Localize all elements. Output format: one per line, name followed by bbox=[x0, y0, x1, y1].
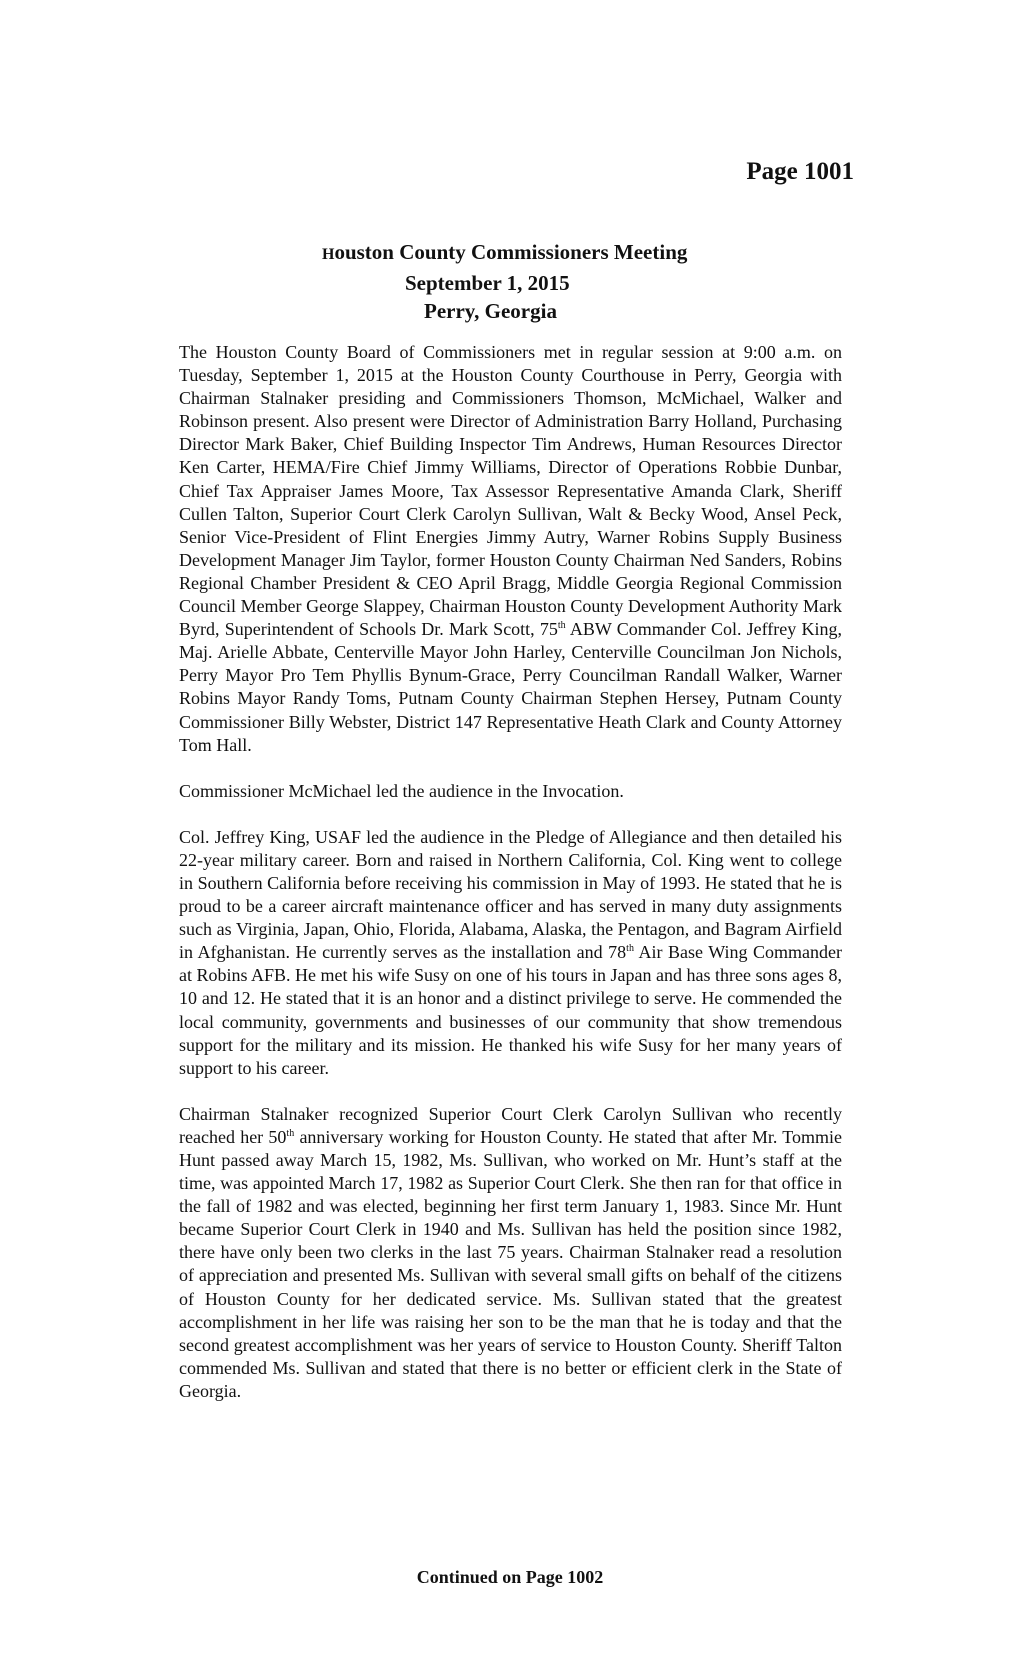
meeting-title-initial: H bbox=[322, 246, 335, 263]
continued-note: Continued on Page 1002 bbox=[416, 1567, 604, 1587]
meeting-title bbox=[0, 238, 1020, 269]
meeting-location: Perry, Georgia bbox=[424, 299, 557, 323]
meeting-date: September 1, 2015 bbox=[405, 271, 570, 295]
page-number: Page 1001 bbox=[746, 158, 854, 185]
attendance-paragraph: The Houston County Board of Commissioners met in regular session at 9:00 a.m. on Tuesday, September 1, 2015 at the Houston County Courthouse in Perry, Georgia with Chairman Stalnaker presiding and Commissioners Thomson, McMichael, Walker and Robinson present. Also present were Director of Administration Barry Holland, Purchasing Director Mark Baker, Chief Building Inspector Tim Andrews, Human Resources Director Ken Carter, HEMA/Fire Chief Jimmy Williams, Director of Operations Robbie Dunbar, Chief Tax Appraiser James Moore, Tax Assessor Representative Amanda Clark, Sheriff Cullen Talton, Superior Court Clerk Carolyn Sullivan, Walt & Becky Wood, Ansel Peck, Senior Vice-President of Flint Energies Jimmy Autry, Warner Robins Supply Business Development Manager Jim Taylor, former Houston County Chairman Ned Sanders, Robins Regional Chamber President & CEO April Bragg, Middle Georgia Regional Commission Council Member George Slappey, Chairman Houston County Development Authority Mark Byrd, Superintendent of Schools Dr. Mark Scott, 75th ABW Commander Col. Jeffrey King, Maj. Arielle Abbate, Centerville Mayor John Harley, Centerville Councilman Jon Nichols, Perry Mayor Pro Tem Phyllis Bynum-Grace, Perry Councilman Randall Walker, Warner Robins Mayor Randy Toms, Putnam County Chairman Stephen Hersey, Putnam County Commissioner Billy Webster, District 147 Representative Heath Clark and County Attorney Tom Hall. bbox=[179, 342, 842, 755]
recognition-paragraph: Chairman Stalnaker recognized Superior Court Clerk Carolyn Sullivan who recently reached her 50th anniversary working for Houston County. He stated that after Mr. Tommie Hunt passed away March 15, 1982, Ms. Sullivan, who worked on Mr. Hunt’s staff at the time, was appointed March 17, 1982 as Superior Court Clerk. She then ran for that office in the fall of 1982 and was elected, beginning her first term January 1, 1983. Since Mr. Hunt became Superior Court Clerk in 1940 and Ms. Sullivan has held the position since 1982, there have only been two clerks in the last 75 years. Chairman Stalnaker read a resolution of appreciation and presented Ms. Sullivan with several small gifts on behalf of the citizens of Houston County for her dedicated service. Ms. Sullivan stated that the greatest accomplishment in her life was raising her son to be the man that he is today and that the second greatest accomplishment was her years of service to Houston County. Sheriff Talton commended Ms. Sullivan and stated that there is no better or efficient clerk in the State of Georgia. bbox=[179, 1103, 842, 1401]
pledge-paragraph: Col. Jeffrey King, USAF led the audience in the Pledge of Allegiance and then detailed his 22-year military career. Born and raised in Northern California, Col. King went to college in Southern California before receiving his commission in May of 1993. He stated that he is proud to be a career aircraft maintenance officer and has served in many duty assignments such as Virginia, Japan, Ohio, Florida, Alabama, Alaska, the Pentagon, and Bagram Airfield in Afghanistan. He currently serves as the installation and 78th Air Base Wing Commander at Robins AFB. He met his wife Susy on one of his tours in Japan and has three sons ages 8, 10 and 12. He stated that it is an honor and a distinct privilege to serve. He commended the local community, governments and businesses of our community that show tremendous support for the military and its mission. He thanked his wife Susy for her many years of support to his career. bbox=[179, 826, 842, 1078]
invocation-paragraph: Commissioner McMichael led the audience in the Invocation. bbox=[179, 780, 624, 801]
minutes-body bbox=[179, 341, 842, 1426]
meeting-title-rest: ouston County Commissioners Meeting bbox=[334, 240, 688, 264]
meeting-header bbox=[0, 238, 1020, 325]
